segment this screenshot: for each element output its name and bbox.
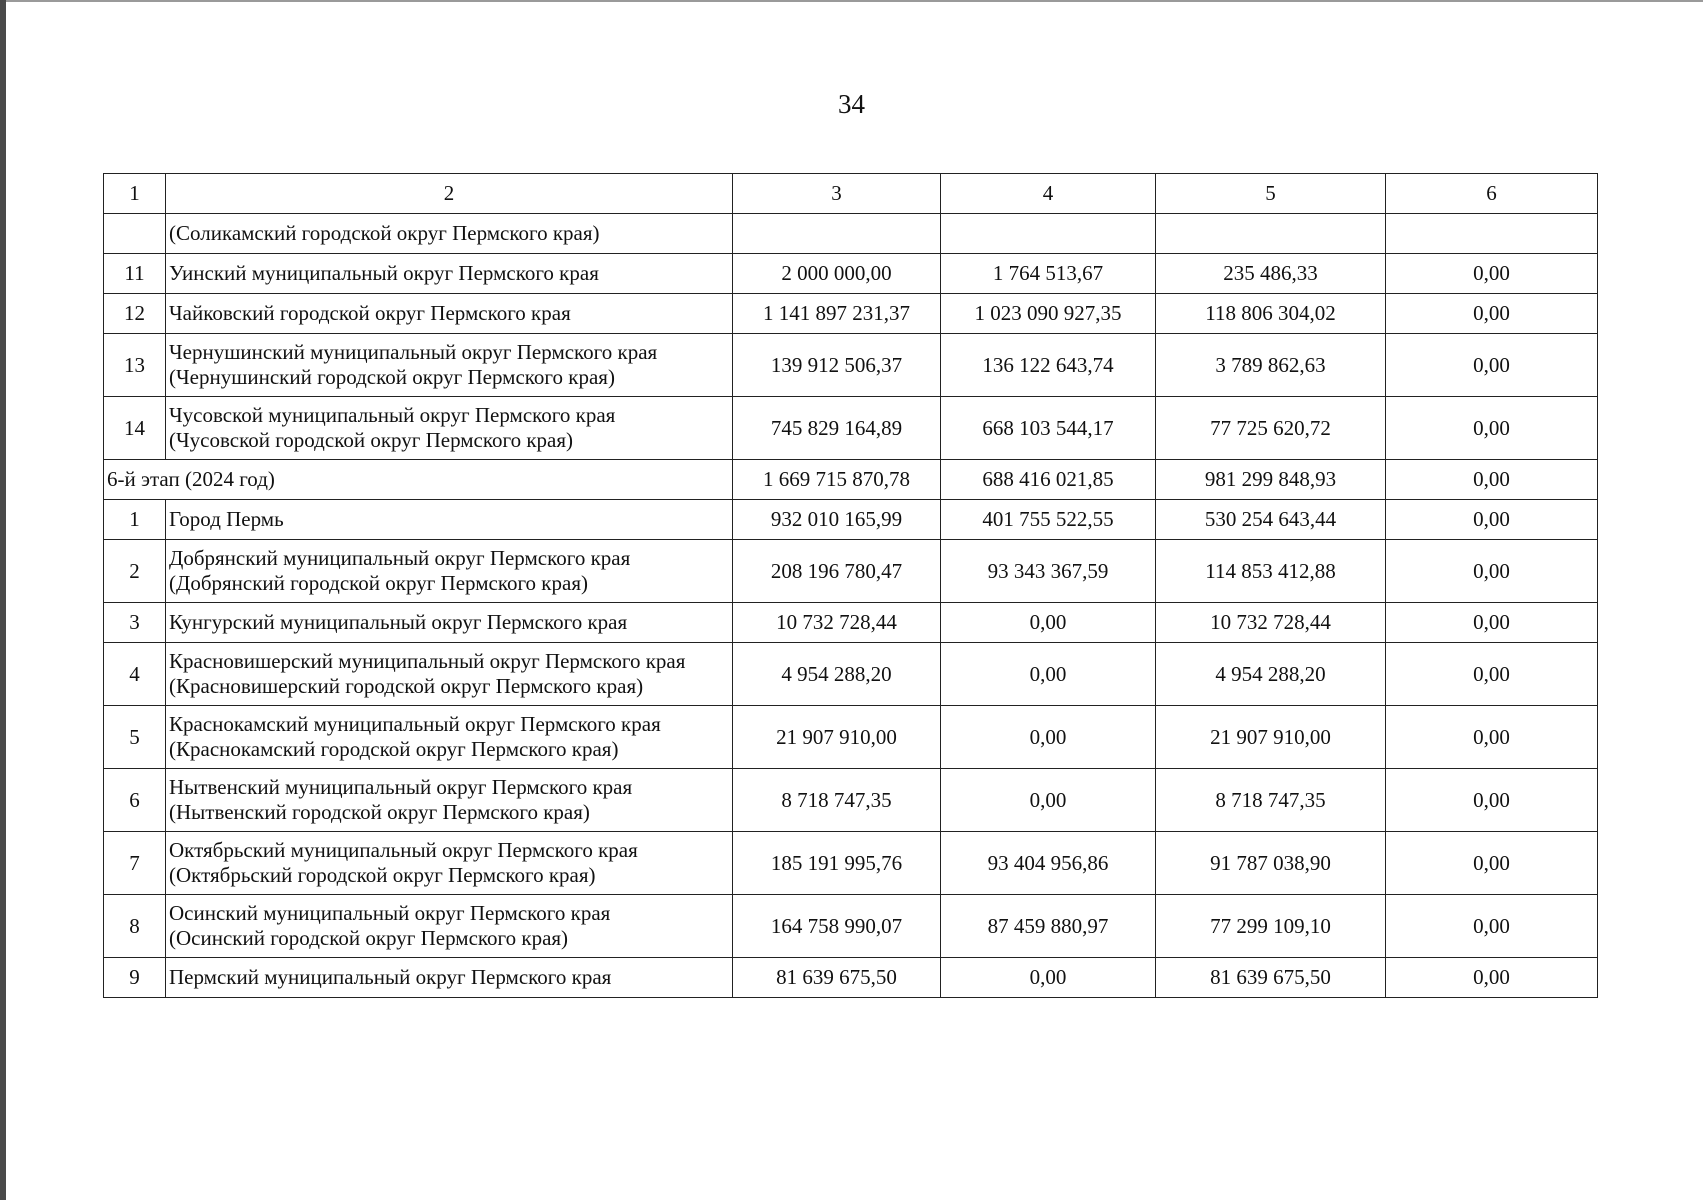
municipality-name	[166, 254, 733, 294]
municipality-name-line: Чусовской муниципальный округ Пермского края	[169, 403, 616, 427]
value-cell-5: 10 732 728,44	[1156, 603, 1386, 643]
row-number: 7	[104, 832, 166, 895]
table-row	[104, 706, 1598, 769]
value-cell-5: 21 907 910,00	[1156, 706, 1386, 769]
budget-table	[103, 173, 1598, 998]
municipality-name	[166, 500, 733, 540]
value-cell-5: 114 853 412,88	[1156, 540, 1386, 603]
value-cell-5: 91 787 038,90	[1156, 832, 1386, 895]
value-cell-6: 0,00	[1386, 706, 1598, 769]
header-cell-3: 3	[733, 174, 941, 214]
value-cell-3: 139 912 506,37	[733, 334, 941, 397]
value-cell-3: 1 669 715 870,78	[733, 460, 941, 500]
scan-left-edge	[0, 0, 6, 1200]
value-cell-3	[733, 214, 941, 254]
value-cell-3: 932 010 165,99	[733, 500, 941, 540]
row-number: 5	[104, 706, 166, 769]
header-cell-2: 2	[166, 174, 733, 214]
value-cell-6: 0,00	[1386, 769, 1598, 832]
table-row	[104, 397, 1598, 460]
header-cell-1: 1	[104, 174, 166, 214]
municipality-name	[166, 540, 733, 603]
value-cell-6: 0,00	[1386, 460, 1598, 500]
municipality-name-line: Кунгурский муниципальный округ Пермского края	[169, 610, 628, 634]
page-number: 34	[838, 89, 865, 119]
table-row	[104, 769, 1598, 832]
row-number: 13	[104, 334, 166, 397]
municipality-name-line: Пермский муниципальный округ Пермского края	[169, 965, 612, 989]
value-cell-5: 4 954 288,20	[1156, 643, 1386, 706]
value-cell-6	[1386, 214, 1598, 254]
municipality-name-line: Краснокамский муниципальный округ Пермского края	[169, 712, 661, 736]
value-cell-3: 185 191 995,76	[733, 832, 941, 895]
municipality-name-line: (Красновишерский городской округ Пермского края)	[169, 674, 644, 698]
municipality-name	[166, 769, 733, 832]
value-cell-4: 688 416 021,85	[941, 460, 1156, 500]
value-cell-4: 87 459 880,97	[941, 895, 1156, 958]
municipality-name	[166, 214, 733, 254]
stage-label: 6-й этап (2024 год)	[104, 460, 733, 500]
value-cell-6: 0,00	[1386, 397, 1598, 460]
value-cell-4: 93 404 956,86	[941, 832, 1156, 895]
row-number: 8	[104, 895, 166, 958]
value-cell-4	[941, 214, 1156, 254]
value-cell-4: 0,00	[941, 706, 1156, 769]
table-row	[104, 895, 1598, 958]
table-row	[104, 334, 1598, 397]
table-row	[104, 254, 1598, 294]
value-cell-5: 530 254 643,44	[1156, 500, 1386, 540]
value-cell-6: 0,00	[1386, 895, 1598, 958]
stage-row	[104, 460, 1598, 500]
municipality-name	[166, 334, 733, 397]
municipality-name-line: Город Пермь	[169, 507, 284, 531]
table-row	[104, 500, 1598, 540]
table-row	[104, 603, 1598, 643]
value-cell-4: 668 103 544,17	[941, 397, 1156, 460]
value-cell-6: 0,00	[1386, 603, 1598, 643]
value-cell-3: 208 196 780,47	[733, 540, 941, 603]
value-cell-3: 81 639 675,50	[733, 958, 941, 998]
municipality-name-line: Нытвенский муниципальный округ Пермского края	[169, 775, 633, 799]
municipality-name-line: Октябрьский муниципальный округ Пермского края	[169, 838, 638, 862]
value-cell-4: 1 023 090 927,35	[941, 294, 1156, 334]
municipality-name-line: Чайковский городской округ Пермского края	[169, 301, 571, 325]
value-cell-5: 77 725 620,72	[1156, 397, 1386, 460]
value-cell-4: 0,00	[941, 603, 1156, 643]
value-cell-6: 0,00	[1386, 334, 1598, 397]
municipality-name	[166, 706, 733, 769]
header-row	[104, 174, 1598, 214]
table-row	[104, 832, 1598, 895]
municipality-name-line: Чернушинский муниципальный округ Пермского края	[169, 340, 658, 364]
value-cell-5: 981 299 848,93	[1156, 460, 1386, 500]
value-cell-6: 0,00	[1386, 540, 1598, 603]
municipality-name	[166, 603, 733, 643]
row-number: 9	[104, 958, 166, 998]
row-number: 2	[104, 540, 166, 603]
value-cell-4: 93 343 367,59	[941, 540, 1156, 603]
municipality-name-line: Осинский муниципальный округ Пермского края	[169, 901, 611, 925]
row-number	[104, 214, 166, 254]
municipality-name-line: (Нытвенский городской округ Пермского края)	[169, 800, 590, 824]
value-cell-6: 0,00	[1386, 832, 1598, 895]
value-cell-5: 8 718 747,35	[1156, 769, 1386, 832]
municipality-name	[166, 294, 733, 334]
row-number: 6	[104, 769, 166, 832]
value-cell-3: 10 732 728,44	[733, 603, 941, 643]
value-cell-4: 0,00	[941, 958, 1156, 998]
table-row	[104, 643, 1598, 706]
table-row	[104, 540, 1598, 603]
municipality-name-line: (Октябрьский городской округ Пермского края)	[169, 863, 596, 887]
municipality-name-line: (Осинский городской округ Пермского края)	[169, 926, 569, 950]
header-cell-4: 4	[941, 174, 1156, 214]
value-cell-4: 0,00	[941, 769, 1156, 832]
value-cell-6: 0,00	[1386, 500, 1598, 540]
value-cell-5: 118 806 304,02	[1156, 294, 1386, 334]
table-row	[104, 958, 1598, 998]
value-cell-4: 136 122 643,74	[941, 334, 1156, 397]
municipality-name-line: Уинский муниципальный округ Пермского края	[169, 261, 599, 285]
row-number: 12	[104, 294, 166, 334]
value-cell-5	[1156, 214, 1386, 254]
row-number: 4	[104, 643, 166, 706]
value-cell-4: 1 764 513,67	[941, 254, 1156, 294]
value-cell-5: 235 486,33	[1156, 254, 1386, 294]
municipality-name	[166, 397, 733, 460]
row-number: 3	[104, 603, 166, 643]
value-cell-3: 745 829 164,89	[733, 397, 941, 460]
scan-top-edge	[0, 0, 1703, 2]
municipality-name-line: (Добрянский городской округ Пермского края)	[169, 571, 588, 595]
municipality-name-line: (Краснокамский городской округ Пермского края)	[169, 737, 619, 761]
row-number: 14	[104, 397, 166, 460]
value-cell-3: 8 718 747,35	[733, 769, 941, 832]
value-cell-6: 0,00	[1386, 294, 1598, 334]
value-cell-6: 0,00	[1386, 958, 1598, 998]
table-row	[104, 214, 1598, 254]
value-cell-5: 77 299 109,10	[1156, 895, 1386, 958]
municipality-name-line: (Чернушинский городской округ Пермского края)	[169, 365, 615, 389]
value-cell-5: 81 639 675,50	[1156, 958, 1386, 998]
header-cell-5: 5	[1156, 174, 1386, 214]
value-cell-4: 401 755 522,55	[941, 500, 1156, 540]
value-cell-3: 2 000 000,00	[733, 254, 941, 294]
municipality-name	[166, 832, 733, 895]
value-cell-6: 0,00	[1386, 643, 1598, 706]
value-cell-3: 164 758 990,07	[733, 895, 941, 958]
value-cell-5: 3 789 862,63	[1156, 334, 1386, 397]
municipality-name-line: (Чусовской городской округ Пермского края)	[169, 428, 574, 452]
value-cell-3: 1 141 897 231,37	[733, 294, 941, 334]
row-number: 1	[104, 500, 166, 540]
municipality-name	[166, 643, 733, 706]
table-row	[104, 294, 1598, 334]
municipality-name	[166, 895, 733, 958]
value-cell-6: 0,00	[1386, 254, 1598, 294]
value-cell-4: 0,00	[941, 643, 1156, 706]
municipality-name-line: (Соликамский городской округ Пермского края)	[169, 221, 600, 245]
value-cell-3: 4 954 288,20	[733, 643, 941, 706]
value-cell-3: 21 907 910,00	[733, 706, 941, 769]
municipality-name-line: Красновишерский муниципальный округ Пермского края	[169, 649, 686, 673]
header-cell-6: 6	[1386, 174, 1598, 214]
municipality-name	[166, 958, 733, 998]
municipality-name-line: Добрянский муниципальный округ Пермского края	[169, 546, 631, 570]
row-number: 11	[104, 254, 166, 294]
